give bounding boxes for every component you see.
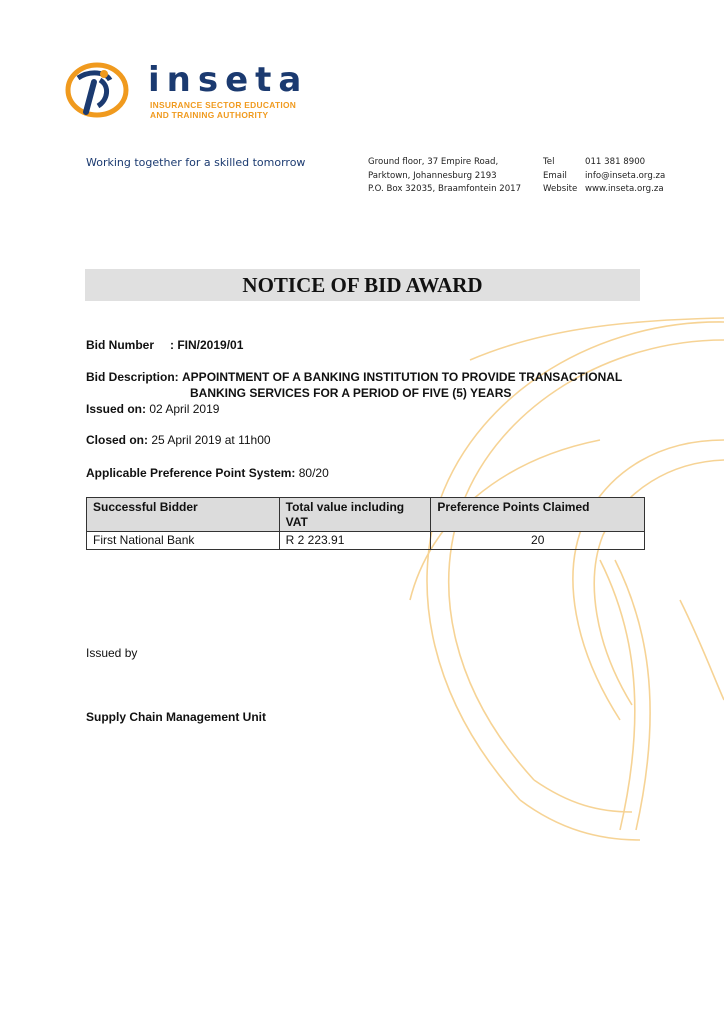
bid-description-text-2: BANKING SERVICES FOR A PERIOD OF FIVE (5) YEARS	[190, 386, 512, 400]
table-cell-points: 20	[431, 532, 645, 550]
contact-label: Website	[543, 184, 578, 194]
brand-name: inseta	[148, 60, 309, 100]
address-line: P.O. Box 32035, Braamfontein 2017	[368, 184, 522, 194]
page-title: NOTICE OF BID AWARD	[242, 272, 483, 297]
table-cell-bidder: First National Bank	[87, 532, 280, 550]
contact-block	[543, 156, 665, 197]
contact-label: Email	[543, 170, 567, 181]
table-header-row	[87, 498, 645, 532]
column-header: Total value including VAT	[279, 498, 431, 532]
issued-by: Issued by	[86, 646, 138, 660]
bid-number-line	[86, 338, 243, 353]
title-bar	[85, 269, 640, 301]
contact-row-tel	[543, 156, 665, 170]
brand-subtitle-line2: AND TRAINING AUTHORITY	[150, 110, 269, 120]
issued-on-line	[86, 402, 219, 417]
preference-value: 80/20	[298, 466, 329, 480]
column-header: Successful Bidder	[87, 498, 280, 532]
contact-label: Tel	[543, 157, 555, 167]
table-row	[87, 532, 645, 550]
tagline: Working together for a skilled tomorrow	[86, 156, 306, 169]
address-block	[368, 156, 521, 197]
brand-subtitle-line1: INSURANCE SECTOR EDUCATION	[150, 100, 297, 110]
inseta-logo-icon	[64, 60, 130, 120]
bid-description-line	[86, 370, 622, 385]
address-line: Parktown, Johannesburg 2193	[368, 170, 497, 181]
bid-number-label: Bid Number	[86, 338, 155, 352]
preference-line	[86, 466, 329, 481]
contact-value[interactable]: info@inseta.org.za	[585, 170, 666, 181]
preference-label: Applicable Preference Point System:	[86, 466, 296, 480]
issued-on-label: Issued on:	[86, 402, 147, 416]
brand-subtitle	[150, 100, 296, 120]
column-header: Preference Points Claimed	[431, 498, 645, 532]
contact-value: 011 381 8900	[585, 157, 646, 167]
address-line: Ground floor, 37 Empire Road,	[368, 157, 499, 167]
table-cell-value: R 2 223.91	[279, 532, 431, 550]
closed-on-label: Closed on:	[86, 433, 148, 447]
bid-description-label: Bid Description:	[86, 370, 179, 384]
bid-number-value: : FIN/2019/01	[170, 338, 244, 352]
closed-on-line	[86, 433, 271, 448]
closed-on-value: 25 April 2019 at 11h00	[151, 433, 271, 447]
contact-value[interactable]: www.inseta.org.za	[585, 184, 664, 194]
contact-row-email	[543, 170, 665, 184]
bid-description-text-1: APPOINTMENT OF A BANKING INSTITUTION TO PROVIDE TRANSACTIONAL	[182, 370, 623, 384]
issuing-unit: Supply Chain Management Unit	[86, 710, 267, 724]
bid-award-table	[86, 497, 645, 550]
contact-row-website	[543, 183, 665, 197]
issued-on-value: 02 April 2019	[149, 402, 220, 416]
